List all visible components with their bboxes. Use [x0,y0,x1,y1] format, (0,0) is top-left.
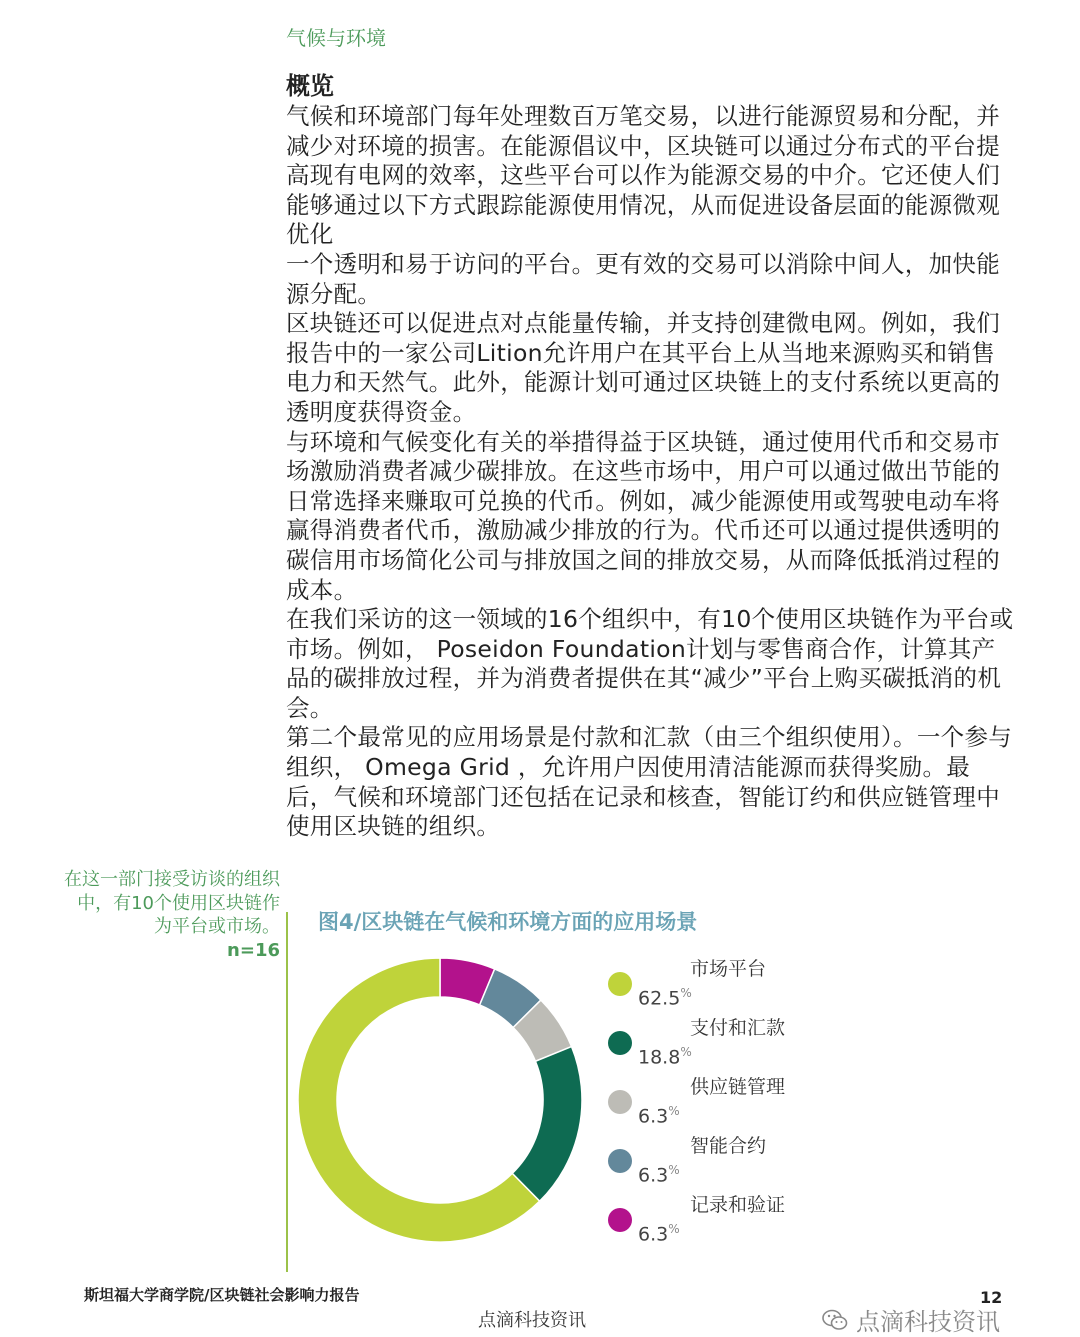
page-heading: 概览 [286,72,334,100]
legend-swatch [608,1090,632,1114]
chart-legend [600,950,860,1245]
page-number: 12 [980,1288,1003,1307]
legend-label: 智能合约 [690,1135,767,1157]
legend-item [600,1068,860,1127]
legend-swatch [608,1031,632,1055]
legend-label: 供应链管理 [690,1076,786,1098]
watermark [822,1302,1000,1337]
legend-value: 6.3% [638,1104,680,1128]
paragraph: 区块链还可以促进点对点能量传输，并支持创建微电网。例如，我们报告中的一家公司Lition允许用户在其平台上从当地来源购买和销售电力和天然气。此外，能源计划可通过区块链上的支付系统以更高的透明度获得资金。 [286,309,1000,426]
legend-item [600,1009,860,1068]
footer-caption: 点滴科技资讯 [478,1310,586,1331]
paragraph: 在我们采访的这一领域的16个组织中，有10个使用区块链作为平台或市场。例如， Poseidon Foundation计划与零售商合作，计算其产品的碳排放过程，并为消费者提供在其“减少”平台上购买碳抵消的机会。 [286,605,1014,722]
legend-label: 支付和汇款 [690,1017,786,1039]
legend-swatch [608,972,632,996]
paragraph: 第二个最常见的应用场景是付款和汇款（由三个组织使用）。一个参与组织， Omega Grid ，允许用户因使用清洁能源而获得奖励。最后，气候和环境部门还包括在记录和核查，智能订约和供应链管理中使用区块链的组织。 [286,723,1013,841]
paragraph: 气候和环境部门每年处理数百万笔交易，以进行能源贸易和分配，并减少对环境的损害。在能源倡议中，区块链可以通过分布式的平台提高现有电网的效率，这些平台可以作为能源交易的中介。它还使人们能够通过以下方式跟踪能源使用情况，从而促进设备层面的能源微观优化 [286,102,1000,249]
sidebar-text: 在这一部门接受访谈的组织中，有10个使用区块链作为平台或市场。 [64,869,280,937]
report-source: 斯坦福大学商学院/区块链社会影响力报告 [84,1286,360,1304]
legend-swatch [608,1208,632,1232]
legend-value: 6.3% [638,1222,680,1246]
chart-title: 图4/区块链在气候和环境方面的应用场景 [318,910,698,934]
sidebar-note [60,868,280,962]
watermark-text: 点滴科技资讯 [856,1308,1000,1336]
section-tag: 气候与环境 [286,26,386,50]
paragraph: 一个透明和易于访问的平台。更有效的交易可以消除中间人，加快能源分配。 [286,249,1000,308]
legend-value: 18.8% [638,1045,692,1069]
wechat-icon [822,1309,848,1331]
legend-value: 6.3% [638,1163,680,1187]
legend-item [600,950,860,1009]
legend-value: 62.5% [638,986,692,1010]
legend-label: 记录和验证 [690,1194,786,1216]
sample-size: n=16 [227,939,280,961]
legend-item [600,1127,860,1186]
body-text [286,102,1016,842]
paragraph: 与环境和气候变化有关的举措得益于区块链，通过使用代币和交易市场激励消费者减少碳排放。在这些市场中，用户可以通过做出节能的日常选择来赚取可兑换的代币。例如，减少能源使用或驾驶电动车将赢得消费者代币，激励减少排放的行为。代币还可以通过提供透明的碳信用市场简化公司与排放国之间的排放交易，从而降低抵消过程的成本。 [286,427,1000,604]
legend-label: 市场平台 [690,958,767,980]
donut-slice-2 [512,1047,582,1202]
legend-swatch [608,1149,632,1173]
donut-chart [280,940,600,1260]
legend-item [600,1186,860,1245]
